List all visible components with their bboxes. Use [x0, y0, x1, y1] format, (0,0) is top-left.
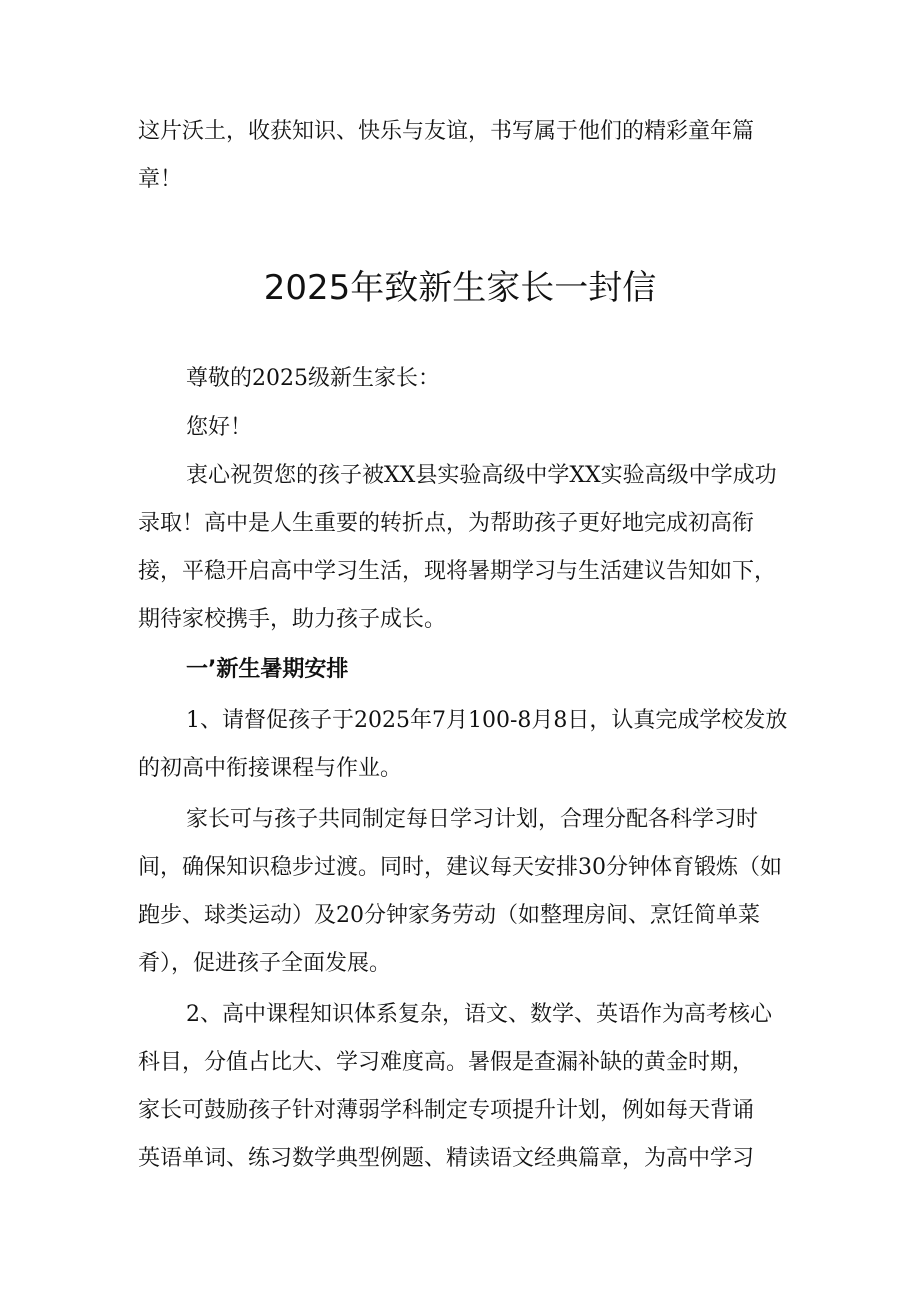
item2-line-3: 家长可鼓励孩子针对薄弱学科制定专项提升计划，例如每天背诵 [138, 1098, 755, 1123]
item2-line-4: 英语单词、练习数学典型例题、精读语文经典篇章，为高中学习 [138, 1146, 755, 1171]
plan-line-3: 跑步、球类运动）及20分钟家务劳动（如整理房间、烹饪简单菜 [138, 903, 760, 928]
item1-line-2: 的初高中衔接课程与作业。 [138, 756, 403, 781]
greeting: 您好！ [186, 415, 253, 440]
continuation-line-2: 章！ [138, 167, 183, 192]
letter-title: 2025年致新生家长一封信 [263, 268, 657, 308]
plan-line-4: 肴），促进孩子全面发展。 [138, 951, 392, 976]
intro-line-3: 接，平稳开启高中学习生活，现将暑期学习与生活建议告知如下， [138, 559, 777, 584]
item2-line-2: 科目，分值占比大、学习难度高。暑假是查漏补缺的黄金时期， [138, 1050, 755, 1075]
plan-line-2: 间，确保知识稳步过渡。同时，建议每天安排30分钟体育锻炼（如 [138, 855, 782, 880]
intro-line-2: 录取！高中是人生重要的转折点，为帮助孩子更好地完成初高衔 [138, 511, 755, 536]
continuation-line-1: 这片沃土，收获知识、快乐与友谊，书写属于他们的精彩童年篇 [138, 119, 755, 144]
salutation: 尊敬的2025级新生家长： [186, 366, 440, 391]
section-heading-1: 一’新生暑期安排 [186, 657, 349, 682]
item1-line-1: 1、请督促孩子于2025年7月100-8月8日，认真完成学校发放 [186, 708, 788, 733]
item2-line-1: 2、高中课程知识体系复杂，语文、数学、英语作为高考核心 [186, 1002, 772, 1027]
intro-line-4: 期待家校携手，助力孩子成长。 [138, 607, 447, 632]
plan-line-1: 家长可与孩子共同制定每日学习计划，合理分配各科学习时 [186, 807, 759, 832]
intro-line-1: 衷心祝贺您的孩子被XX县实验高级中学XX实验高级中学成功 [186, 463, 777, 488]
